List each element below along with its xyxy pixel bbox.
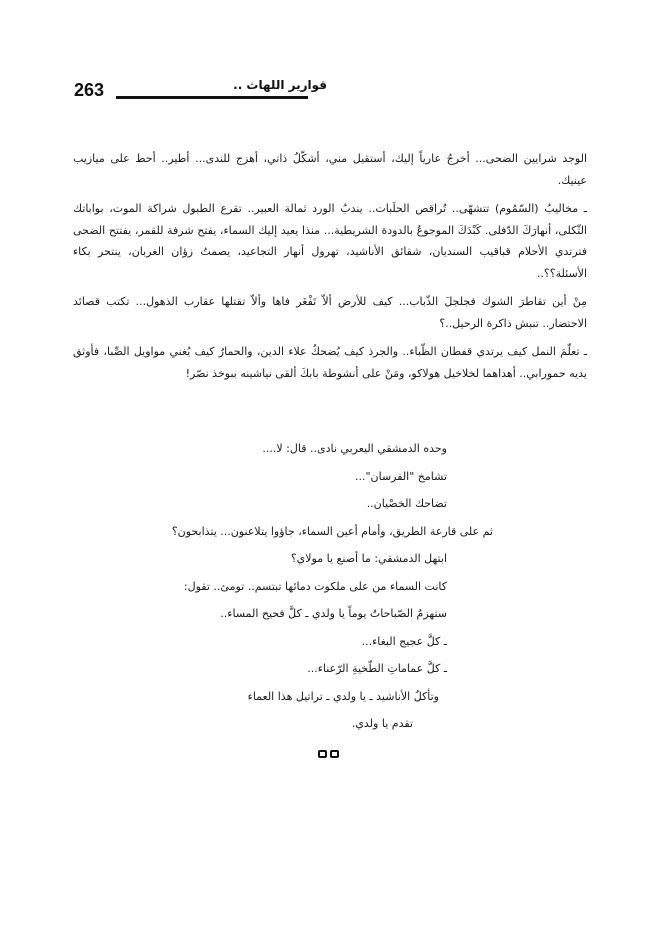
body-text [73,148,587,391]
verse-line: ثم على قارعة الطريق، وأمام أعين السماء، جاؤوا يتلاعنون... يتذابحون؟ [171,524,493,538]
ornament-square-icon [318,750,327,758]
verse-line: ـ كلَّ عجيج البغاء... [361,634,447,648]
verse-line: كانت السماء من على ملكوت دمائها تبتسم.. تومئ.. تقول: [183,579,447,593]
paragraph: ـ تعلّمَ النمل كيف يرتدي قفطان الظّباء.. والجرذ كيف يُضحكُ علاء الدين، والحمارُ كيف يُغني مواويل الصِّبا، فأوثق يديه حمورابي.. أهداهما لخلاخيل هولاكو، ومَنْ على أنشوطة بابكَ ألقى نياشينه ببوخذ نصّر! [73,345,587,380]
running-title: قوارير اللهاث .. [233,78,327,92]
verse-line: تشامخ "الفرسان"... [354,469,447,483]
paragraph: مِنْ أين تقاطرَ الشوك فجلجلَ الذّباب... كيف للأرض ألاّ تَفْغَر فاها وألاّ تقتلها عقارب الذهول... تكتب قصائد الاحتضار.. تنبش ذاكرة الرحيل..؟ [73,295,587,330]
page-number: 263 [74,80,105,100]
verse-line: تقدم يا ولدي. [351,717,413,730]
paragraph: الوجد شرايين الضحى... أخرجُ عارياً إليك، أستقيل مني، أشكّلُ ذاتي، أهزج للندى... أطير.. أحط على ميازيب عينيك. [73,152,587,187]
verse-line: تضاحك الخصْيان.. [366,497,447,510]
verse-line: ابتهل الدمشقي: ما أصنع يا مولاي؟ [290,552,447,565]
ornament-square-icon [330,750,339,758]
header-rule [116,96,308,99]
verse-line: ـ كلَّ عماماتِ الطّخيةِ الرّعناء... [307,662,447,675]
end-ornament [318,750,339,758]
verse-line: وحده الدمشقي اليعربي نادى.. قال: لا.... [262,442,447,455]
verse-line: وتأكلُ الأناشيد ـ يا ولدي ـ تراتيل هذا العماء [247,689,439,703]
verse-block [75,435,493,738]
paragraph: ـ مخاليبُ (السّمُوم) تتشهّى.. تُراقص الحلَبات.. يندبُ الورد ثمالة العبير.. تقرع الطبول شراكة الموت، بواباتك الثّكلى، أنهارَكَ الدّفلى. كَبْدَكَ الموجوعُ بالدودة الشريطية... منذا يعيد إليك السماء، يفتح شرفة للقمر، يفتتح الضحى فترتدي الأحلام قباقيب السنديان، شقائق الأناشيد، تهرول أنهار التجاعيد، يصمتُ زؤان الغربان، ينتحر بكاء الأسئلة؟؟.. [73,202,587,280]
verse-line: ستهزمُ الصّباحاتُ يوماً يا ولدي ـ كلَّ فحيح المساء.. [220,607,447,620]
